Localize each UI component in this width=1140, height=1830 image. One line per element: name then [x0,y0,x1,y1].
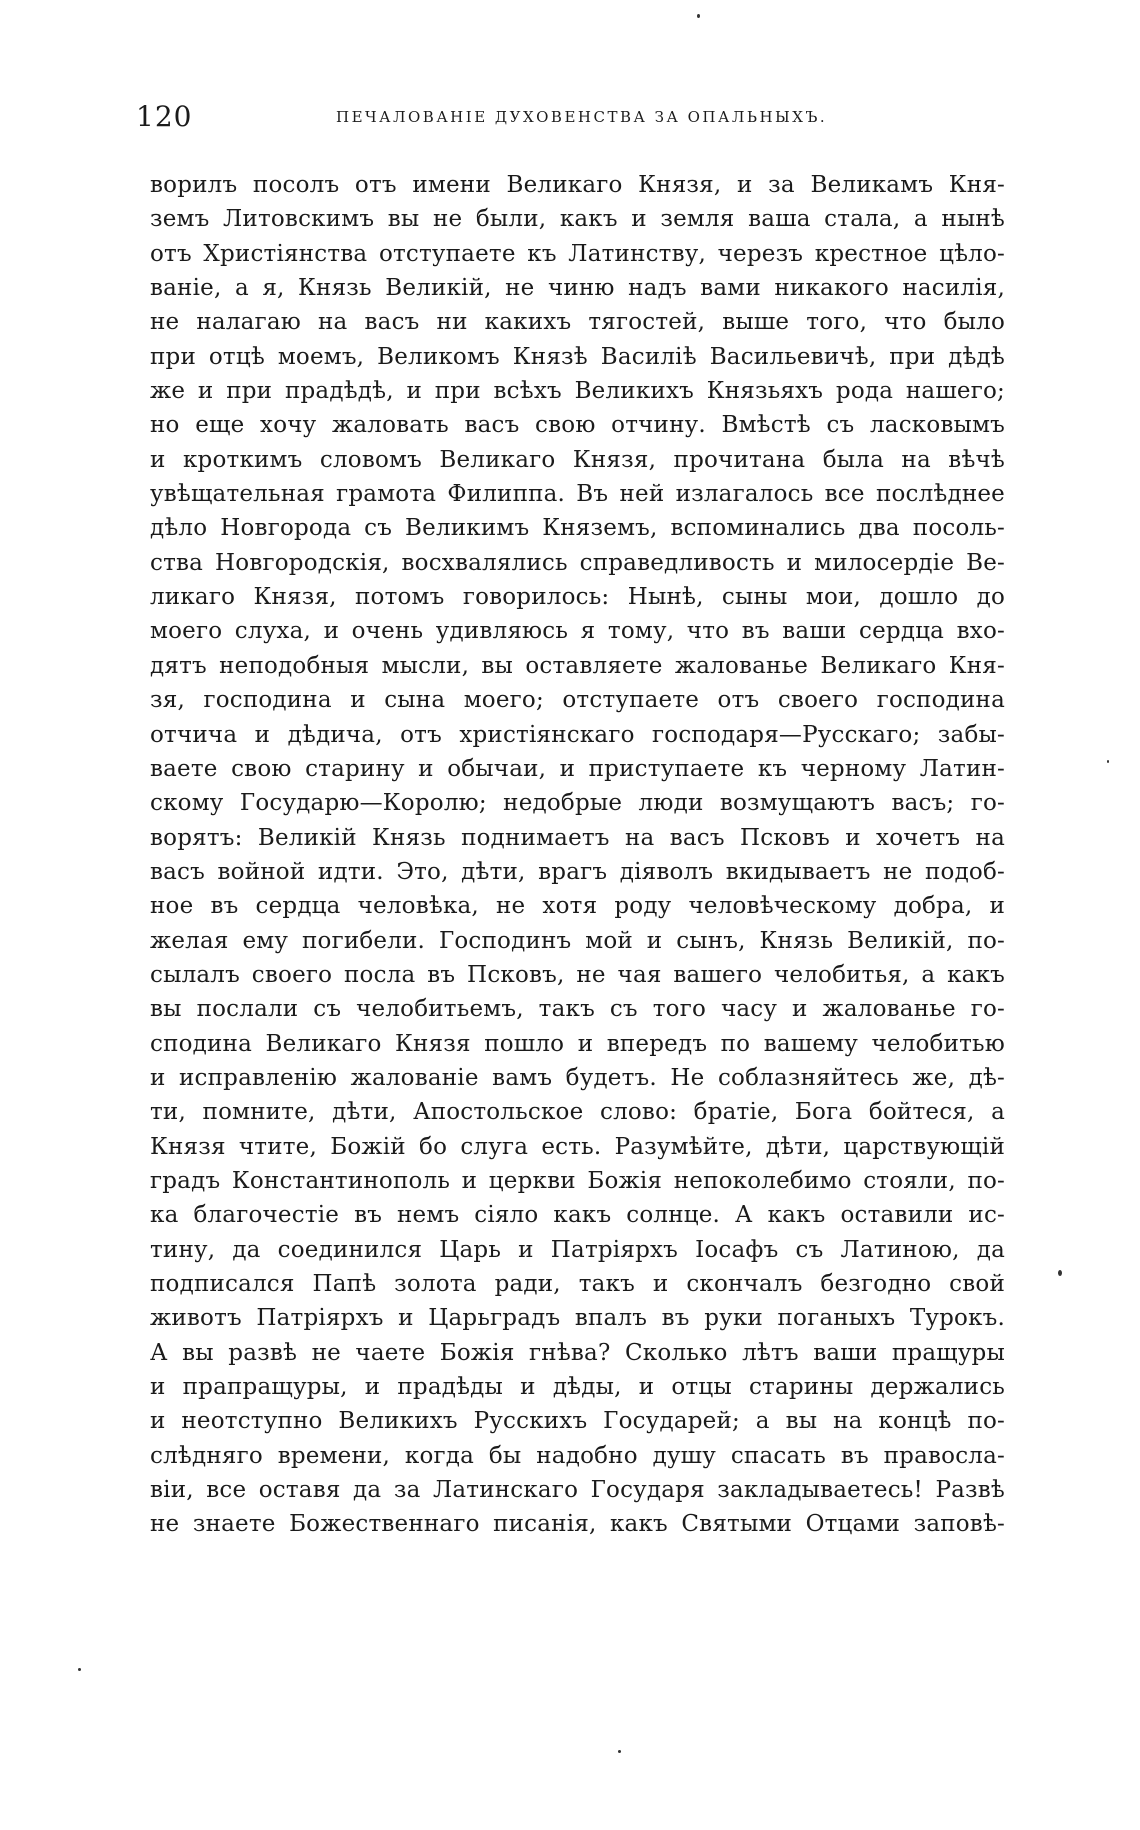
text-line: вы послали съ челобитьемъ, такъ съ того часу и жалованье го- [150,996,1005,1023]
text-line: дятъ неподобныя мысли, вы оставляете жалованье Великаго Кня- [150,652,1005,679]
text-line: ка благочестiе въ немъ сiяло какъ солнце. А какъ оставили ис- [150,1202,1005,1229]
text-line: дѣло Новгорода съ Великимъ Княземъ, вспоминались два посоль- [150,515,1005,542]
text-line: увѣщательная грамота Филиппа. Въ ней излагалось все послѣднее [150,481,1005,508]
text-line: ликаго Князя, потомъ говорилось: Нынѣ, сыны мои, дошло до [150,584,1005,611]
text-line: Князя чтите, Божiй бо слуга есть. Разумѣйте, дѣти, царствующiй [150,1133,1005,1160]
text-line: ваете свою старину и обычаи, и приступаете къ черному Латин- [150,755,1005,782]
text-line: но еще хочу жаловать васъ свою отчину. Вмѣстѣ съ ласковымъ [150,412,1005,439]
text-line: не налагаю на васъ ни какихъ тягостей, выше того, что было [150,309,1005,336]
scan-speck [1058,1270,1062,1276]
text-line: скому Государю—Королю; недобрые люди возмущаютъ васъ; го- [150,790,1005,817]
text-line: ное въ сердца человѣка, не хотя роду человѣческому добра, и [150,893,1005,920]
text-line: моего слуха, и очень удивляюсь я тому, что въ ваши сердца вхо- [150,618,1005,645]
page-header [136,100,1016,140]
scan-speck [697,14,700,18]
text-line: сподина Великаго Князя пошло и впередъ по вашему челобитью [150,1030,1005,1057]
text-line: отъ Христiянства отступаете къ Латинству, черезъ крестное цѣло- [150,240,1005,267]
text-line: слѣдняго времени, когда бы надобно душу спасать въ правосла- [150,1442,1005,1469]
text-line: ства Новгородскiя, восхвалялись справедливость и милосердiе Ве- [150,549,1005,576]
scan-speck [618,1750,621,1753]
text-line: вiи, все оставя да за Латинскаго Государя закладываетесь! Развѣ [150,1477,1005,1504]
scan-speck [1107,760,1109,763]
running-head: ПЕЧАЛОВАНIЕ ДУХОВЕНСТВА ЗА ОПАЛЬНЫХЪ. [336,108,828,126]
text-line: земъ Литовскимъ вы не были, какъ и земля ваша стала, а нынѣ [150,206,1005,233]
text-line: градъ Константинополь и церкви Божiя непоколебимо стояли, по- [150,1167,1005,1194]
text-line: ванiе, а я, Князь Великiй, не чиню надъ вами никакого насилiя, [150,275,1005,302]
text-line: подписался Папѣ золота ради, такъ и скончалъ безгодно свой [150,1271,1005,1297]
text-line: сылалъ своего посла въ Псковъ, не чая вашего челобитья, а какъ [150,961,1005,988]
text-line: и неотступно Великихъ Русскихъ Государей; а вы на концѣ по- [150,1408,1005,1435]
text-line: А вы развѣ не чаете Божiя гнѣва? Сколько лѣтъ ваши пращуры [150,1339,1005,1366]
text-line: отчича и дѣдича, отъ христiянскаго господаря—Русскаго; забы- [150,721,1005,748]
text-line: зя, господина и сына моего; отступаете отъ своего господина [150,687,1005,714]
text-line: же и при прадѣдѣ, и при всѣхъ Великихъ Князьяхъ рода нашего; [150,378,1005,405]
page-number: 120 [136,100,193,133]
text-line: и прапращуры, и прадѣды и дѣды, и отцы старины держались [150,1374,1005,1401]
text-line: желая ему погибели. Господинъ мой и сынъ, Князь Великiй, по- [150,927,1005,954]
text-line: животъ Патрiярхъ и Царьградъ впалъ въ руки поганыхъ Турокъ. [150,1305,1005,1332]
text-line: тину, да соединился Царь и Патрiярхъ Iосафъ съ Латиною, да [150,1236,1005,1263]
text-line: и кроткимъ словомъ Великаго Князя, прочитана была на вѣчѣ [150,446,1005,473]
text-line: ворилъ посолъ отъ имени Великаго Князя, и за Великамъ Кня- [150,172,1005,198]
text-line: при отцѣ моемъ, Великомъ Князѣ Василiѣ Васильевичѣ, при дѣдѣ [150,343,1005,370]
text-line: ти, помните, дѣти, Апостольское слово: братiе, Бога бойтеся, а [150,1099,1005,1126]
text-line: ворятъ: Великiй Князь поднимаетъ на васъ Псковъ и хочетъ на [150,824,1005,851]
scan-speck [78,1668,81,1671]
text-line: и исправленiю жалованiе вамъ будетъ. Не соблазняйтесь же, дѣ- [150,1064,1005,1091]
text-line: не знаете Божественнаго писанiя, какъ Святыми Отцами заповѣ- [150,1511,1005,1538]
text-line: васъ войной идти. Это, дѣти, врагъ дiяволъ вкидываетъ не подоб- [150,858,1005,885]
body-text [150,168,1005,1542]
